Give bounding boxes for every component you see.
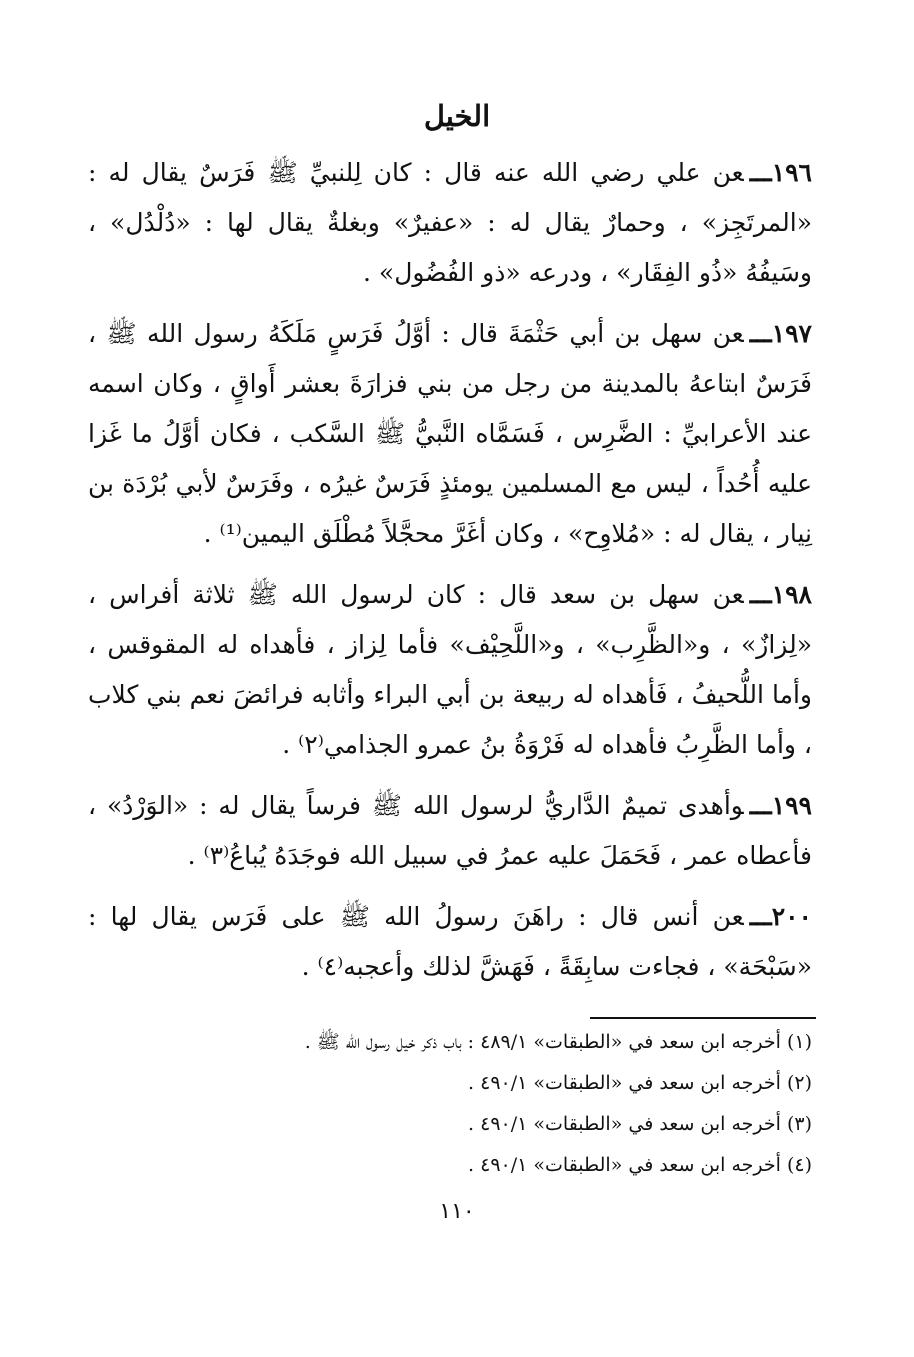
entry-text: عن سهل بن سعد قال : كان لرسول الله ﷺ ثلاثة أفراس ، «لِزازٌ» ، و«الظَّرِب» ، و«اللَّحِيْف» فأما لِزاز ، فأهداه له المقوقس ، وأما اللُّحيفُ ، فَأهداه له ربيعة بن أبي البراء وأثابه فرائضَ نعم بني كلاب ، وأما الظَّرِبُ فأهداه له فَرْوَةُ بنُ عمرو الجذامي⁽٢⁾ . — [88, 580, 812, 759]
footnote — [88, 1145, 812, 1186]
hadith-entry — [88, 309, 812, 559]
footnote — [88, 1104, 812, 1145]
hadith-entry — [88, 781, 812, 881]
entry-text: عن علي رضي الله عنه قال : كان لِلنبيِّ ﷺ فَرَسٌ يقال له : «المرتَجِز» ، وحمارٌ يقال له : «عفيرٌ» وبغلةٌ يقال لها : «دُلْدُل» ، وسَيفُهُ «ذُو الفِقَار» ، ودرعه «ذو الفُضُول» . — [88, 158, 812, 287]
entry-dash: ـــ — [749, 319, 772, 348]
footnote-mark: (٣) — [786, 1113, 812, 1135]
hadith-entry — [88, 148, 812, 298]
footnote-separator — [590, 1017, 816, 1019]
entry-number: ١٩٧ — [771, 319, 812, 348]
footnote-mark: (٢) — [786, 1072, 812, 1094]
chapter-title: الخيل — [423, 99, 491, 133]
entry-dash: ـــ — [749, 902, 772, 931]
entry-dash: ـــ — [749, 791, 772, 820]
entry-number: ١٩٨ — [771, 580, 812, 609]
entry-number: ١٩٦ — [771, 158, 812, 187]
footnote-mark: (٤) — [786, 1154, 812, 1176]
footnote — [88, 1022, 812, 1063]
entry-number: ٢٠٠ — [771, 902, 812, 931]
page-number: ١١٠ — [439, 1199, 475, 1224]
entry-text: عن أنس قال : راهَنَ رسولُ الله ﷺ على فَرَس يقال لها : «سَبْحَة» ، فجاءت سابِقَةً ، فَهَشَّ لذلك وأعجبه⁽٤⁾ . — [88, 902, 812, 981]
footnote-text: أخرجه ابن سعد في «الطبقات» ٤٩٠/١ . — [468, 1113, 781, 1135]
footnote-text: أخرجه ابن سعد في «الطبقات» ٤٨٩/١ : باب ذكر خيل رسول الله ﷺ . — [304, 1031, 781, 1053]
footnote-text: أخرجه ابن سعد في «الطبقات» ٤٩٠/١ . — [468, 1154, 781, 1176]
footnote — [88, 1063, 812, 1104]
entry-number: ١٩٩ — [771, 791, 812, 820]
footnote-text: أخرجه ابن سعد في «الطبقات» ٤٩٠/١ . — [468, 1072, 781, 1094]
hadith-entry — [88, 570, 812, 770]
footnote-mark: (١) — [786, 1031, 812, 1053]
hadith-entries — [88, 148, 812, 1003]
entry-text: وأهدى تميمٌ الدَّاريُّ لرسول الله ﷺ فرساً يقال له : «الوَرْدُ» ، فأعطاه عمر ، فَحَمَلَ عليه عمرُ في سبيل الله فوجَدَهُ يُباعُ⁽٣⁾ . — [88, 791, 812, 870]
entry-text: عن سهل بن أبي حَثْمَةَ قال : أوَّلُ فَرَسٍ مَلَكَهُ رسول الله ﷺ ، فَرَسٌ ابتاعهُ بالمدينة من رجل من بني فزارَةَ بعشر أَواقٍ ، وكان اسمه عند الأعرابيِّ : الضَّرِس ، فَسَمَّاه النَّبيُّ ﷺ السَّكب ، فكان أوَّلُ ما غَزا عليه أُحُداً ، ليس مع المسلمين يومئذٍ فَرَسٌ غيرُه ، وفَرَسٌ لأبي بُرْدَة بن نِيار ، يقال له : «مُلاوِح» ، وكان أغَرَّ محجَّلاً مُطْلَق اليمين⁽¹⁾ . — [88, 319, 812, 548]
entry-dash: ـــ — [749, 580, 772, 609]
hadith-entry — [88, 892, 812, 992]
entry-dash: ـــ — [749, 158, 772, 187]
footnotes — [88, 1022, 812, 1186]
